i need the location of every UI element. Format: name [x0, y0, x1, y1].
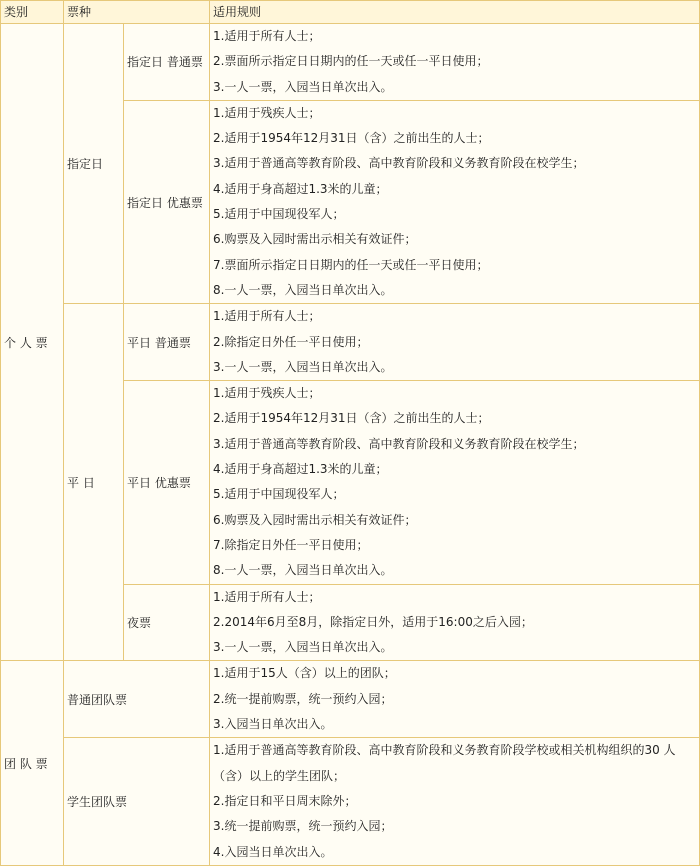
- category-individual: 个 人 票: [1, 24, 64, 661]
- rule-line: 4.适用于身高超过1.3米的儿童；: [213, 462, 388, 477]
- rule-line: 2.除指定日外任一平日使用；: [213, 334, 369, 349]
- rule-line: 1.适用于所有人士；: [213, 589, 321, 604]
- rule-line: 4.适用于身高超过1.3米的儿童；: [213, 181, 388, 196]
- rule-line: 1.适用于15人（含）以上的团队；: [213, 666, 396, 681]
- rule-line: 5.适用于中国现役军人；: [213, 207, 345, 222]
- rule-line: 3.统一提前购票，统一预约入园；: [213, 819, 393, 834]
- table-row: [1, 24, 700, 101]
- header-row: [1, 1, 700, 24]
- rule-line: 3.适用于普通高等教育阶段、高中教育阶段和义务教育阶段在校学生；: [213, 436, 585, 451]
- rules-designated-regular: [210, 24, 700, 101]
- rule-line: 3.一人一票，入园当日单次出入。: [213, 79, 393, 94]
- rule-line: 4.入园当日单次出入。: [213, 844, 333, 859]
- rule-line: 1.适用于所有人士；: [213, 29, 321, 43]
- rule-line: 6.购票及入园时需出示相关有效证件；: [213, 512, 417, 527]
- table-row: [1, 738, 700, 865]
- category-group: 团 队 票: [1, 661, 64, 865]
- rule-line: 3.一人一票，入园当日单次出入。: [213, 359, 393, 374]
- rule-line: 2.适用于1954年12月31日（含）之前出生的人士；: [213, 411, 490, 426]
- rule-line: 2.票面所示指定日日期内的任一天或任一平日使用；: [213, 54, 489, 69]
- table-row: [1, 304, 700, 381]
- rules-group-student: [210, 738, 700, 865]
- header-rules: 适用规则: [210, 1, 700, 24]
- rule-line: 7.票面所示指定日日期内的任一天或任一平日使用；: [213, 257, 489, 272]
- ticket-group-regular: 普通团队票: [64, 661, 210, 738]
- header-ticket-type: 票种: [64, 1, 210, 24]
- group-weekday: 平 日: [64, 304, 124, 661]
- rule-line: 1.适用于所有人士；: [213, 309, 321, 324]
- rule-line: 5.适用于中国现役军人；: [213, 487, 345, 502]
- rule-line: 3.入园当日单次出入。: [213, 717, 333, 732]
- rule-line: 8.一人一票，入园当日单次出入。: [213, 563, 393, 578]
- rules-group-regular: [210, 661, 700, 738]
- rule-line: 8.一人一票，入园当日单次出入。: [213, 282, 393, 297]
- table-row: [1, 661, 700, 738]
- rules-weekday-discount: [210, 381, 700, 584]
- rule-line: 2.适用于1954年12月31日（含）之前出生的人士；: [213, 131, 490, 146]
- rule-line: 2.指定日和平日周末除外；: [213, 793, 357, 808]
- rules-night: [210, 584, 700, 661]
- ticket-designated-discount: 指定日 优惠票: [124, 100, 210, 303]
- rule-line: 2.统一提前购票，统一预约入园；: [213, 691, 393, 706]
- ticket-weekday-discount: 平日 优惠票: [124, 381, 210, 584]
- header-category: 类别: [1, 1, 64, 24]
- rule-line: 1.适用于普通高等教育阶段、高中教育阶段和义务教育阶段学校或相关机构组织的30 人（含）以上的学生团队；: [213, 743, 676, 783]
- ticket-group-student: 学生团队票: [64, 738, 210, 865]
- ticket-designated-regular: 指定日 普通票: [124, 24, 210, 101]
- ticket-night: 夜票: [124, 584, 210, 661]
- rule-line: 1.适用于残疾人士；: [213, 105, 321, 120]
- rule-line: 7.除指定日外任一平日使用；: [213, 537, 369, 552]
- rules-designated-discount: [210, 100, 700, 303]
- rule-line: 6.购票及入园时需出示相关有效证件；: [213, 232, 417, 247]
- rule-line: 2.2014年6月至8月，除指定日外，适用于16:00之后入园；: [213, 614, 533, 629]
- group-designated-day: 指定日: [64, 24, 124, 304]
- rules-weekday-regular: [210, 304, 700, 381]
- ticket-weekday-regular: 平日 普通票: [124, 304, 210, 381]
- rule-line: 3.适用于普通高等教育阶段、高中教育阶段和义务教育阶段在校学生；: [213, 156, 585, 171]
- rule-line: 3.一人一票，入园当日单次出入。: [213, 640, 393, 655]
- rule-line: 1.适用于残疾人士；: [213, 386, 321, 401]
